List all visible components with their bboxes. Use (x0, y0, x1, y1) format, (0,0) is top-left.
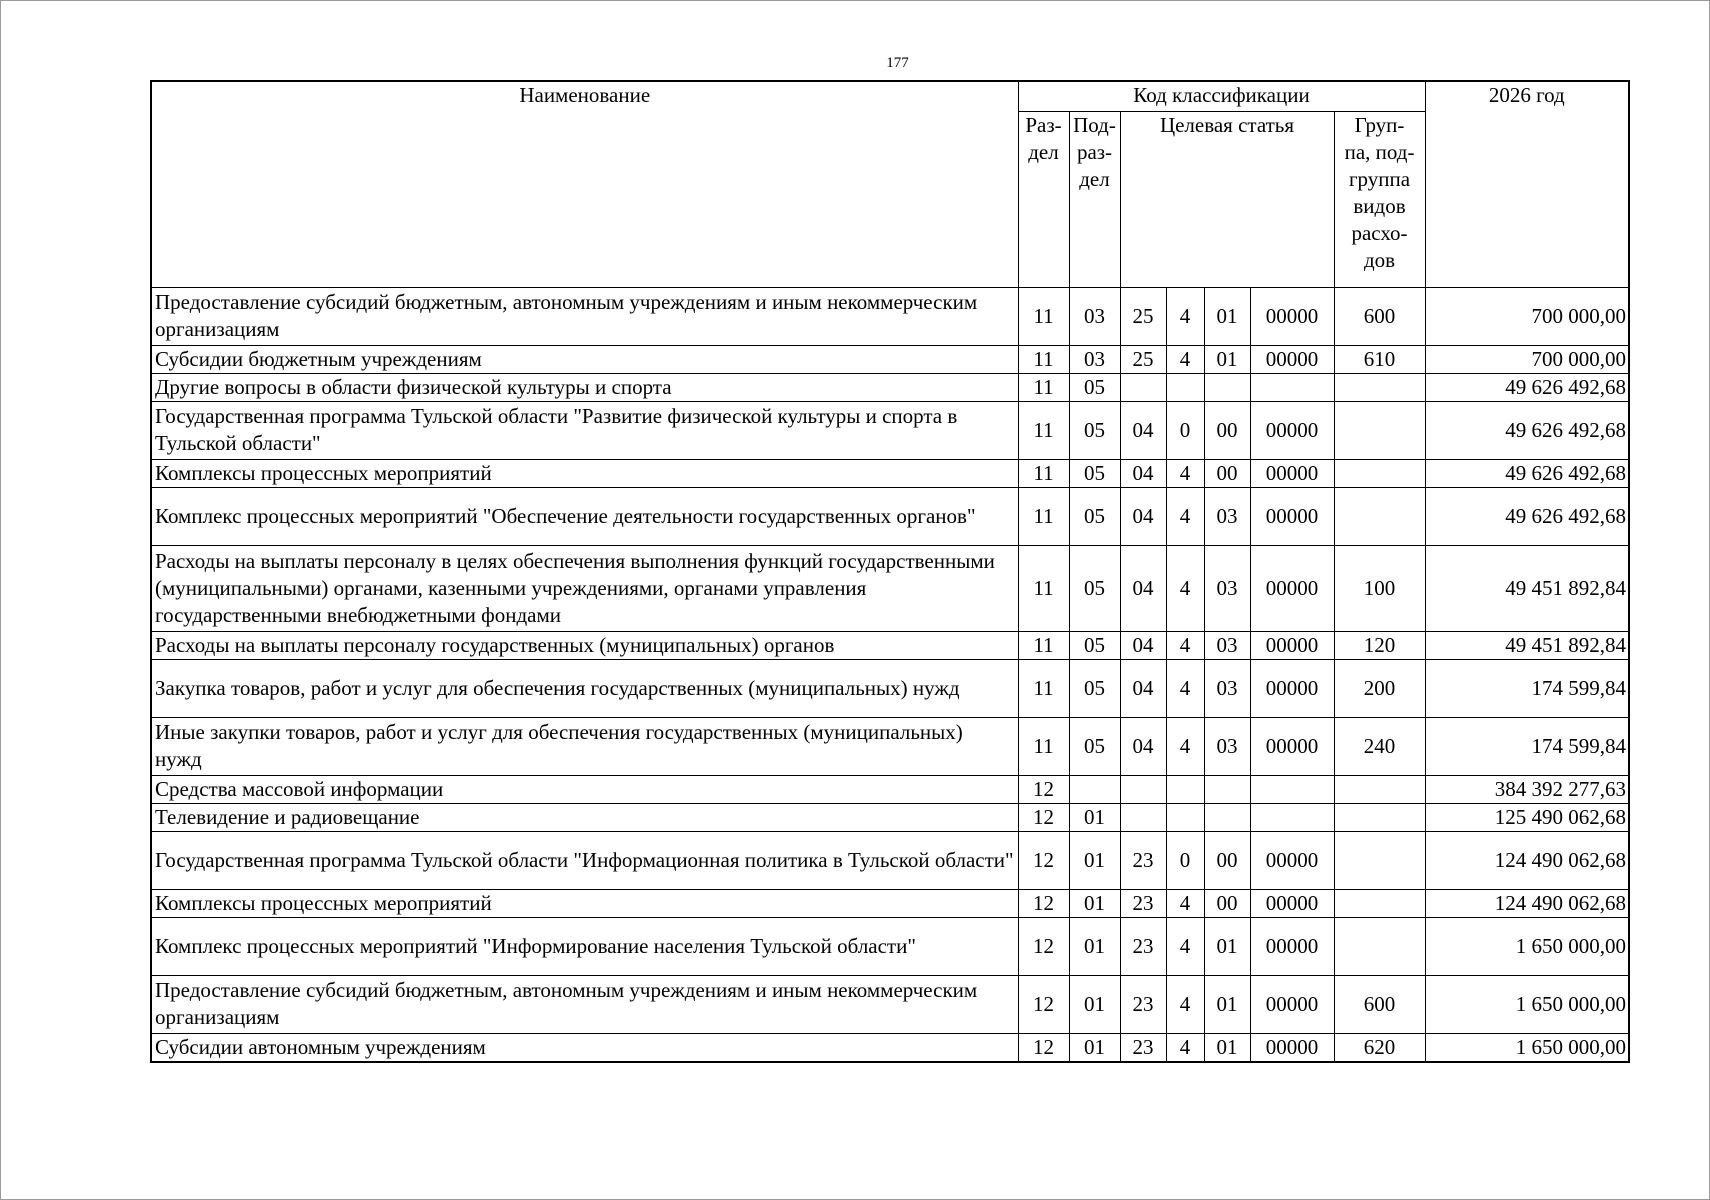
row-target-structure: 03 (1204, 545, 1250, 631)
row-target-direction (1250, 373, 1334, 401)
row-amount: 124 490 062,68 (1425, 889, 1629, 917)
row-target-direction: 00000 (1250, 659, 1334, 717)
row-subsection: 01 (1069, 831, 1120, 889)
row-target-program: 04 (1120, 545, 1166, 631)
row-name: Предоставление субсидий бюджетным, автономным учреждениям и иным некоммерческим организациям (151, 975, 1018, 1033)
row-target-program: 23 (1120, 831, 1166, 889)
row-expense-group: 600 (1334, 287, 1425, 345)
row-target-structure: 01 (1204, 1033, 1250, 1062)
row-section: 11 (1018, 459, 1069, 487)
row-target-type: 0 (1166, 401, 1204, 459)
row-name: Телевидение и радиовещание (151, 803, 1018, 831)
table-row (151, 1033, 1629, 1062)
row-amount: 1 650 000,00 (1425, 917, 1629, 975)
row-section: 12 (1018, 1033, 1069, 1062)
row-subsection: 05 (1069, 373, 1120, 401)
row-amount: 700 000,00 (1425, 287, 1629, 345)
row-expense-group: 120 (1334, 631, 1425, 659)
row-section: 12 (1018, 975, 1069, 1033)
row-expense-group (1334, 831, 1425, 889)
row-target-direction: 00000 (1250, 917, 1334, 975)
row-amount: 49 626 492,68 (1425, 373, 1629, 401)
row-target-structure (1204, 775, 1250, 803)
row-target-structure (1204, 803, 1250, 831)
row-target-type: 4 (1166, 631, 1204, 659)
row-section: 12 (1018, 889, 1069, 917)
row-amount: 49 626 492,68 (1425, 487, 1629, 545)
row-amount: 1 650 000,00 (1425, 975, 1629, 1033)
row-target-type (1166, 373, 1204, 401)
table-body (151, 287, 1629, 1062)
row-name: Предоставление субсидий бюджетным, автономным учреждениям и иным некоммерческим организациям (151, 287, 1018, 345)
row-target-structure (1204, 373, 1250, 401)
row-name: Комплекс процессных мероприятий "Информирование населения Тульской области" (151, 917, 1018, 975)
row-target-program (1120, 775, 1166, 803)
row-subsection: 05 (1069, 487, 1120, 545)
row-subsection: 01 (1069, 803, 1120, 831)
row-name: Государственная программа Тульской области "Информационная политика в Тульской области" (151, 831, 1018, 889)
row-target-structure: 01 (1204, 287, 1250, 345)
row-name: Расходы на выплаты персоналу государственных (муниципальных) органов (151, 631, 1018, 659)
row-expense-group: 610 (1334, 345, 1425, 373)
row-target-direction: 00000 (1250, 1033, 1334, 1062)
row-target-program: 23 (1120, 1033, 1166, 1062)
row-subsection (1069, 775, 1120, 803)
row-target-program: 25 (1120, 287, 1166, 345)
row-target-direction: 00000 (1250, 975, 1334, 1033)
row-expense-group (1334, 803, 1425, 831)
table-row (151, 975, 1629, 1033)
table-row (151, 917, 1629, 975)
row-target-type: 4 (1166, 345, 1204, 373)
row-expense-group: 600 (1334, 975, 1425, 1033)
row-target-program: 04 (1120, 717, 1166, 775)
header-name: Наименование (151, 81, 1018, 287)
table-row (151, 373, 1629, 401)
row-target-direction (1250, 803, 1334, 831)
row-target-direction: 00000 (1250, 717, 1334, 775)
row-target-program: 23 (1120, 889, 1166, 917)
row-target-type: 4 (1166, 545, 1204, 631)
row-amount: 49 451 892,84 (1425, 631, 1629, 659)
row-target-type (1166, 775, 1204, 803)
row-target-structure: 01 (1204, 917, 1250, 975)
row-expense-group (1334, 373, 1425, 401)
page-number: 177 (886, 55, 909, 71)
row-amount: 124 490 062,68 (1425, 831, 1629, 889)
row-expense-group (1334, 917, 1425, 975)
row-target-structure: 03 (1204, 487, 1250, 545)
row-section: 12 (1018, 775, 1069, 803)
row-subsection: 03 (1069, 345, 1120, 373)
row-name: Другие вопросы в области физической культуры и спорта (151, 373, 1018, 401)
table-row (151, 889, 1629, 917)
row-target-direction: 00000 (1250, 487, 1334, 545)
row-target-structure: 01 (1204, 345, 1250, 373)
table-header (151, 81, 1629, 287)
row-target-program: 04 (1120, 487, 1166, 545)
row-section: 11 (1018, 373, 1069, 401)
table-row (151, 775, 1629, 803)
row-expense-group: 100 (1334, 545, 1425, 631)
row-expense-group: 240 (1334, 717, 1425, 775)
row-section: 11 (1018, 659, 1069, 717)
row-target-program: 23 (1120, 975, 1166, 1033)
table-row (151, 659, 1629, 717)
row-subsection: 03 (1069, 287, 1120, 345)
row-amount: 384 392 277,63 (1425, 775, 1629, 803)
row-subsection: 05 (1069, 631, 1120, 659)
row-target-direction: 00000 (1250, 459, 1334, 487)
row-name: Расходы на выплаты персоналу в целях обеспечения выполнения функций государственными (муниципальными) органами, казенными учреждениями, органами управления государственными внебюджетными фондами (151, 545, 1018, 631)
row-target-program: 04 (1120, 659, 1166, 717)
row-target-type: 0 (1166, 831, 1204, 889)
row-target-program: 25 (1120, 345, 1166, 373)
row-target-type: 4 (1166, 975, 1204, 1033)
row-target-program: 23 (1120, 917, 1166, 975)
row-target-structure: 00 (1204, 831, 1250, 889)
row-amount: 700 000,00 (1425, 345, 1629, 373)
row-section: 12 (1018, 831, 1069, 889)
table-row (151, 545, 1629, 631)
row-expense-group (1334, 487, 1425, 545)
row-subsection: 01 (1069, 917, 1120, 975)
row-subsection: 05 (1069, 717, 1120, 775)
row-target-direction: 00000 (1250, 631, 1334, 659)
row-target-program: 04 (1120, 631, 1166, 659)
row-section: 11 (1018, 487, 1069, 545)
row-subsection: 01 (1069, 889, 1120, 917)
row-target-structure: 00 (1204, 459, 1250, 487)
row-target-program: 04 (1120, 401, 1166, 459)
row-name: Субсидии бюджетным учреждениям (151, 345, 1018, 373)
row-target-direction: 00000 (1250, 287, 1334, 345)
row-subsection: 01 (1069, 975, 1120, 1033)
header-subsection: Под- раз- дел (1069, 111, 1120, 287)
row-expense-group (1334, 459, 1425, 487)
row-target-type: 4 (1166, 287, 1204, 345)
row-section: 11 (1018, 631, 1069, 659)
row-target-structure: 00 (1204, 889, 1250, 917)
row-target-direction (1250, 775, 1334, 803)
header-expense-group: Груп- па, под- группа видов расхо- дов (1334, 111, 1425, 287)
row-subsection: 05 (1069, 459, 1120, 487)
row-target-direction: 00000 (1250, 401, 1334, 459)
row-target-structure: 03 (1204, 659, 1250, 717)
row-name: Комплекс процессных мероприятий "Обеспечение деятельности государственных органов" (151, 487, 1018, 545)
row-target-program (1120, 373, 1166, 401)
row-subsection: 05 (1069, 659, 1120, 717)
row-section: 11 (1018, 545, 1069, 631)
budget-table (150, 80, 1630, 1063)
row-subsection: 01 (1069, 1033, 1120, 1062)
row-amount: 49 451 892,84 (1425, 545, 1629, 631)
row-target-direction: 00000 (1250, 545, 1334, 631)
row-expense-group (1334, 889, 1425, 917)
row-name: Иные закупки товаров, работ и услуг для обеспечения государственных (муниципальных) нужд (151, 717, 1018, 775)
header-year: 2026 год (1425, 81, 1629, 287)
row-target-direction: 00000 (1250, 345, 1334, 373)
row-subsection: 05 (1069, 545, 1120, 631)
row-target-direction: 00000 (1250, 831, 1334, 889)
row-expense-group (1334, 775, 1425, 803)
row-name: Средства массовой информации (151, 775, 1018, 803)
row-target-type: 4 (1166, 459, 1204, 487)
row-section: 12 (1018, 917, 1069, 975)
table-row (151, 831, 1629, 889)
row-amount: 174 599,84 (1425, 659, 1629, 717)
table-row (151, 717, 1629, 775)
row-amount: 49 626 492,68 (1425, 401, 1629, 459)
row-target-structure: 00 (1204, 401, 1250, 459)
row-name: Государственная программа Тульской области "Развитие физической культуры и спорта в Тульской области" (151, 401, 1018, 459)
table-row (151, 487, 1629, 545)
row-section: 11 (1018, 345, 1069, 373)
row-amount: 49 626 492,68 (1425, 459, 1629, 487)
row-target-type: 4 (1166, 917, 1204, 975)
table-row (151, 459, 1629, 487)
row-section: 11 (1018, 717, 1069, 775)
row-target-structure: 01 (1204, 975, 1250, 1033)
row-target-type: 4 (1166, 889, 1204, 917)
row-target-type: 4 (1166, 717, 1204, 775)
row-name: Комплексы процессных мероприятий (151, 889, 1018, 917)
row-target-structure: 03 (1204, 631, 1250, 659)
table-row (151, 631, 1629, 659)
table-row (151, 803, 1629, 831)
row-target-program: 04 (1120, 459, 1166, 487)
table-row (151, 345, 1629, 373)
row-target-type: 4 (1166, 1033, 1204, 1062)
row-name: Субсидии автономным учреждениям (151, 1033, 1018, 1062)
row-section: 12 (1018, 803, 1069, 831)
row-expense-group: 620 (1334, 1033, 1425, 1062)
row-target-type: 4 (1166, 487, 1204, 545)
row-section: 11 (1018, 287, 1069, 345)
table-row (151, 401, 1629, 459)
row-target-type (1166, 803, 1204, 831)
row-name: Закупка товаров, работ и услуг для обеспечения государственных (муниципальных) нужд (151, 659, 1018, 717)
row-name: Комплексы процессных мероприятий (151, 459, 1018, 487)
row-amount: 174 599,84 (1425, 717, 1629, 775)
header-section: Раз- дел (1018, 111, 1069, 287)
row-amount: 125 490 062,68 (1425, 803, 1629, 831)
table-row (151, 287, 1629, 345)
header-target-article: Целевая статья (1120, 111, 1334, 287)
header-classification-code: Код классификации (1018, 81, 1425, 111)
row-target-type: 4 (1166, 659, 1204, 717)
row-expense-group: 200 (1334, 659, 1425, 717)
row-subsection: 05 (1069, 401, 1120, 459)
row-target-program (1120, 803, 1166, 831)
row-target-structure: 03 (1204, 717, 1250, 775)
row-amount: 1 650 000,00 (1425, 1033, 1629, 1062)
row-expense-group (1334, 401, 1425, 459)
row-section: 11 (1018, 401, 1069, 459)
row-target-direction: 00000 (1250, 889, 1334, 917)
